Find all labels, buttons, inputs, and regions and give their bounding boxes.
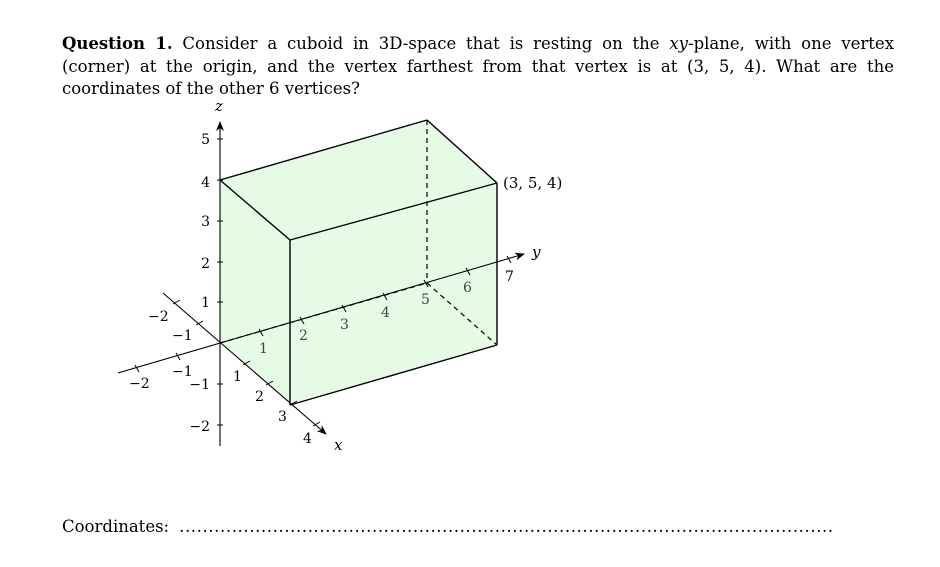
x-tick-label: 4 xyxy=(303,431,312,447)
z-tick-label: 3 xyxy=(201,214,210,230)
z-tick-labels xyxy=(189,132,210,435)
y-tick-neg2 xyxy=(135,365,139,372)
y-tick-label: 5 xyxy=(421,292,430,308)
question-label: Question 1. xyxy=(62,34,173,53)
x-tick-label: 1 xyxy=(233,369,242,385)
answer-line xyxy=(62,517,894,536)
y-tick-label: 7 xyxy=(505,269,514,285)
z-tick-label: 2 xyxy=(201,256,210,272)
plane-name: xy xyxy=(669,34,689,53)
x-tick-label: −1 xyxy=(172,328,193,344)
x-axis-label: x xyxy=(334,436,343,454)
vertex-label: (3, 5, 4) xyxy=(503,174,563,192)
answer-label: Coordinates: xyxy=(62,517,170,536)
z-tick-label: 4 xyxy=(201,175,210,191)
question-text-part-1: Consider a cuboid in 3D-space that is resting on the xyxy=(172,34,670,53)
y-axis-label: y xyxy=(532,243,541,261)
x-tick-label: 2 xyxy=(255,389,264,405)
z-axis-label: z xyxy=(215,97,223,115)
z-tick-label: 5 xyxy=(201,132,210,148)
answer-blank[interactable]: ................................................................................................................ xyxy=(179,517,834,536)
z-tick-label: −1 xyxy=(189,377,210,393)
y-tick-label: −1 xyxy=(172,364,193,380)
x-tick-label: −2 xyxy=(148,309,169,325)
z-tick-label: 1 xyxy=(201,295,210,311)
z-tick-label: −2 xyxy=(189,419,210,435)
y-tick-label: 3 xyxy=(340,317,349,333)
y-tick-label: 1 xyxy=(259,341,268,357)
y-tick-neg1 xyxy=(176,353,180,360)
y-tick-label: 6 xyxy=(463,280,472,296)
y-tick-label: −2 xyxy=(129,376,150,392)
y-tick-7 xyxy=(507,256,511,263)
x-tick-label: 3 xyxy=(278,409,287,425)
y-tick-label: 4 xyxy=(381,305,390,321)
cuboid-faces xyxy=(220,120,497,405)
question-text-part-2: -plane, with one vertex (corner) at the origin, and the vertex farthest from that vertex is at (3, 5, 4). What are the coordinates of the other 6 vertices? xyxy=(62,34,894,98)
y-tick-label: 2 xyxy=(299,328,308,344)
